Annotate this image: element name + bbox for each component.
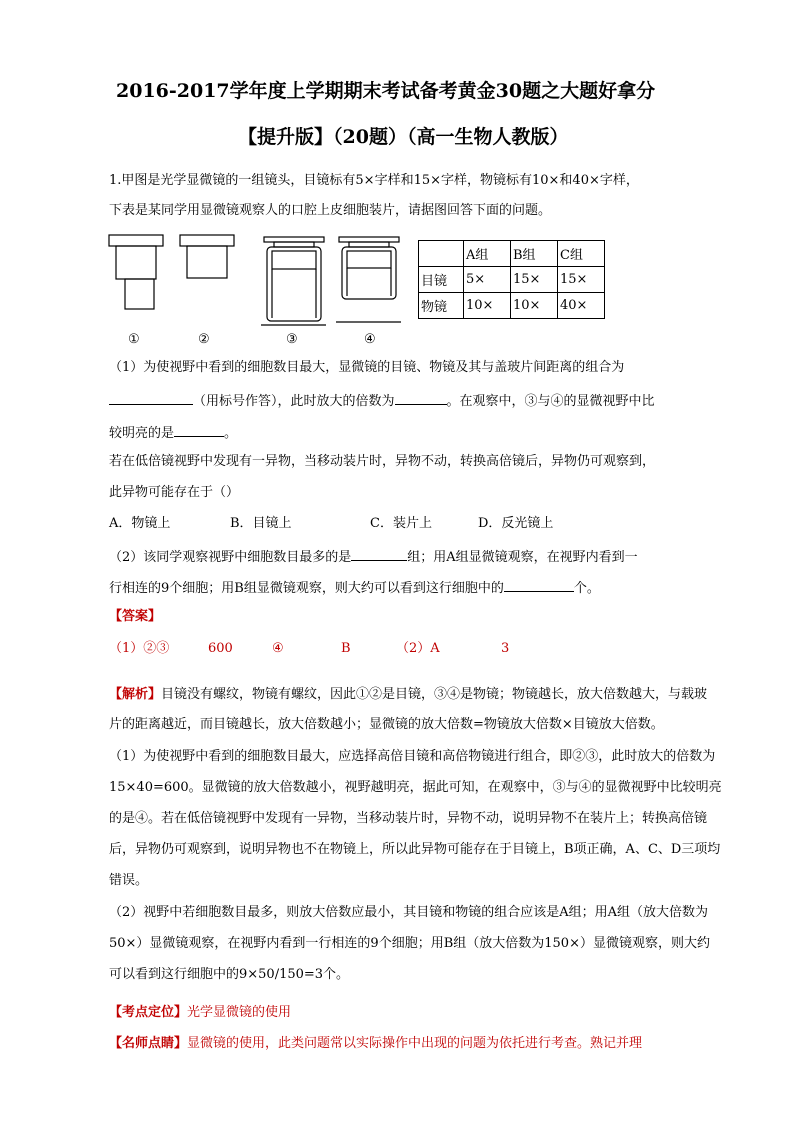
answer-blank [504, 577, 574, 592]
part2-line-b [109, 577, 600, 598]
table-cell: 物镜 [419, 293, 464, 319]
answer-item: B [341, 641, 351, 656]
part2-text: 组；用A组显微镜观察，在视野内看到一 [407, 550, 638, 565]
table-cell: 目镜 [419, 267, 464, 293]
lens1-body [116, 246, 156, 279]
table-header-row [419, 241, 605, 267]
option-d: D．反光镜上 [478, 516, 554, 531]
part1-line-b [109, 390, 655, 411]
part2-text: 个。 [573, 581, 600, 596]
table-cell: B组 [511, 241, 558, 267]
option-a: A．物镜上 [109, 516, 171, 531]
analysis-line1 [109, 686, 707, 704]
part1-text: 。 [224, 426, 238, 441]
page-title: 2016-2017学年度上学期期末考试备考黄金30题之大题好拿分 [116, 80, 656, 102]
answer-item: 3 [501, 641, 510, 656]
table-cell [419, 241, 464, 267]
table-cell: 10× [511, 293, 558, 319]
lens2-body [187, 246, 227, 278]
kaodian-line [109, 1004, 291, 1022]
part1-line-c [109, 422, 237, 443]
part1-text: 。在观察中，③与④的显微视野中比 [446, 394, 655, 409]
analysis-line2: 片的距离越近，而目镜越长，放大倍数越小；显微镜的放大倍数=物镜放大倍数×目镜放大倍数。 [109, 717, 664, 732]
lens4-body [342, 247, 396, 299]
lens-label-3: ③ [286, 332, 298, 347]
question-intro-line2: 下表是某同学用显微镜观察人的口腔上皮细胞装片，请据图回答下面的问题。 [109, 203, 552, 218]
answer-item: 600 [208, 641, 233, 656]
mingshi-label: 【名师点睛】 [109, 1036, 188, 1051]
answer-label: 【答案】 [109, 609, 162, 624]
analysis-line10: 可以看到这行细胞中的9×50/150=3个。 [109, 967, 350, 982]
table-cell: 15× [511, 267, 558, 293]
part1-text: 较明亮的是 [109, 426, 175, 441]
mingshi-line [109, 1035, 642, 1053]
answer-blank [109, 390, 193, 405]
analysis-line3: （1）为使视野中看到的细胞数目最大，应选择高倍目镜和高倍物镜进行组合，即②③，此时放大的倍数为 [109, 749, 716, 764]
table-row [419, 267, 605, 293]
lens4-top [339, 237, 399, 242]
answer-blank [351, 546, 407, 561]
table-cell: 15× [558, 267, 605, 293]
analysis-line4: 15×40=600。显微镜的放大倍数越小，视野越明亮，据此可知，在观察中，③与④的显微视野中比较明亮 [109, 780, 722, 795]
answer-item: （1）②③ [109, 641, 170, 656]
option-c: C．装片上 [370, 516, 432, 531]
question-intro-line1: 1.甲图是光学显微镜的一组镜头，目镜标有5×字样和15×字样，物镜标有10×和40×字样， [109, 173, 639, 188]
option-b: B．目镜上 [230, 516, 292, 531]
analysis-line6: 后，异物仍可观察到，说明异物也不在物镜上，所以此异物可能存在于目镜上，B项正确，A、C、D三项均 [109, 842, 721, 857]
lens-label-1: ① [128, 332, 140, 347]
part1-text: （用标号作答），此时放大的倍数为 [193, 394, 395, 409]
lens3-top [264, 237, 324, 242]
part2-text: 行相连的9个细胞；用B组显微镜观察，则大约可以看到这行细胞中的 [109, 581, 504, 596]
analysis-line7: 错误。 [109, 873, 149, 888]
table-cell: 10× [464, 293, 511, 319]
answer-item: ④ [272, 641, 284, 656]
answer-blank [395, 390, 447, 405]
part2-line-a [109, 546, 638, 567]
answer-blank [174, 422, 224, 437]
analysis-line9: 50×）显微镜观察，在视野内看到一行相连的9个细胞；用B组（放大倍数为150×）显微镜观察，则大约 [109, 936, 710, 951]
analysis-text: 目镜没有螺纹，物镜有螺纹，因此①②是目镜，③④是物镜；物镜越长，放大倍数越大，与载玻 [161, 687, 708, 702]
table-cell: 5× [464, 267, 511, 293]
lens-label-4: ④ [364, 332, 376, 347]
lens1-rim [109, 235, 163, 246]
part1-foreign-line-a: 若在低倍镜视野中发现有一异物，当移动装片时，异物不动，转换高倍镜后，异物仍可观察到， [109, 454, 656, 469]
table-cell: 40× [558, 293, 605, 319]
lens2-rim [180, 235, 234, 246]
kaodian-label: 【考点定位】 [109, 1005, 188, 1020]
magnification-table [418, 240, 605, 319]
lens3-body [267, 247, 321, 321]
answer-item: （2）A [396, 641, 440, 656]
analysis-label: 【解析】 [109, 687, 162, 702]
table-cell: C组 [558, 241, 605, 267]
lens-label-2: ② [198, 332, 210, 347]
lens1-tube [125, 279, 154, 309]
analysis-line8: （2）视野中若细胞数目最多，则放大倍数应最小，其目镜和物镜的组合应该是A组；用A组（放大倍数为 [109, 905, 709, 920]
part2-text: （2）该同学观察视野中细胞数目最多的是 [109, 550, 352, 565]
kaodian-text: 光学显微镜的使用 [187, 1005, 292, 1020]
page-subtitle: 【提升版】（20题）（高一生物人教版） [238, 126, 569, 148]
part1-foreign-line-b: 此异物可能存在于（） [109, 485, 240, 500]
table-row [419, 293, 605, 319]
mingshi-text: 显微镜的使用，此类问题常以实际操作中出现的问题为依托进行考查。熟记并理 [187, 1036, 643, 1051]
analysis-line5: 的是④。若在低倍镜视野中发现有一异物，当移动装片时，异物不动，说明异物不在装片上；转换高倍镜 [109, 811, 708, 826]
part1-line-a: （1）为使视野中看到的细胞数目最大，显微镜的目镜、物镜及其与盖玻片间距离的组合为 [109, 360, 625, 375]
table-cell: A组 [464, 241, 511, 267]
